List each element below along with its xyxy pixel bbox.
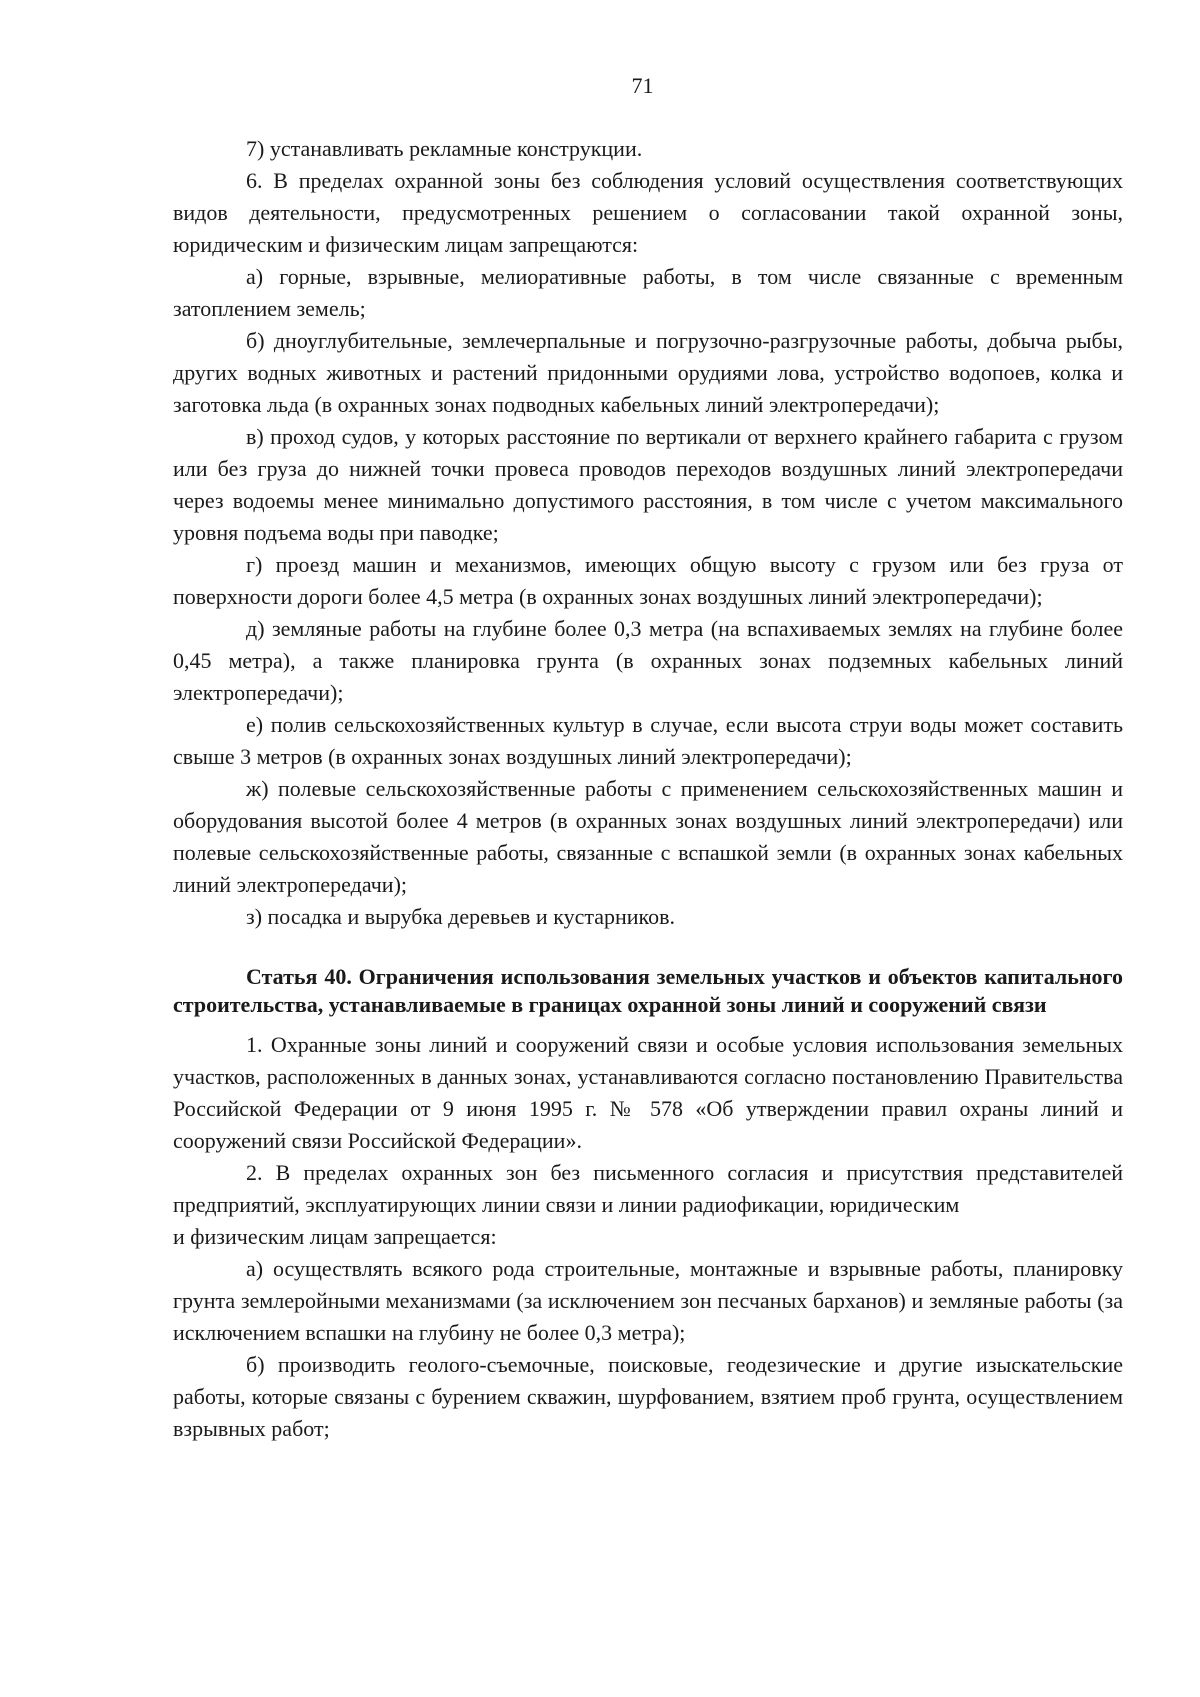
article-list-item-b: б) производить геолого-съемочные, поисковые, геодезические и другие изыскательские работы, которые связаны с бурением скважин, шурфованием, взятием проб грунта, осуществлением взрывных работ;: [173, 1352, 1123, 1441]
list-item-e: е) полив сельскохозяйственных культур в случае, если высота струи воды может составить свыше 3 метров (в охранных зонах воздушных линий электропередачи);: [173, 712, 1123, 769]
article-paragraph-1: 1. Охранные зоны линий и сооружений связи и особые условия использования земельных участков, расположенных в данных зонах, устанавливаются согласно постановлению Правительства Российской Федерации от 9 июня 1995 г. № 578 «Об утверждении правил охраны линий и сооружений связи Российской Федерации».: [173, 1032, 1123, 1153]
paragraph-6: 6. В пределах охранной зоны без соблюдения условий осуществления соответствующих видов деятельности, предусмотренных решением о согласовании такой охранной зоны, юридическим и физическим лицам запрещаются:: [173, 168, 1123, 257]
page-number: 71: [631, 73, 654, 98]
article-heading: Статья 40. Ограничения использования земельных участков и объектов капитального строительства, устанавливаемые в границах охранной зоны линий и сооружений связи: [173, 964, 1123, 1017]
list-item-z: з) посадка и вырубка деревьев и кустарников.: [246, 904, 675, 929]
document-body: [173, 133, 1123, 1445]
list-item-a: а) горные, взрывные, мелиоративные работы, в том числе связанные с временным затоплением земель;: [173, 264, 1123, 321]
list-item-zh: ж) полевые сельскохозяйственные работы с применением сельскохозяйственных машин и оборудования высотой более 4 метров (в охранных зонах воздушных линий электропередачи) или полевые сельскохозяйственные работы, связанные с вспашкой земли (в охранных зонах кабельных линий электропередачи);: [173, 776, 1123, 897]
list-item-v: в) проход судов, у которых расстояние по вертикали от верхнего крайнего габарита с грузом или без груза до нижней точки провеса проводов переходов воздушных линий электропередачи через водоемы менее минимально допустимого расстояния, в том числе с учетом максимального уровня подъема воды при паводке;: [173, 424, 1123, 545]
list-item-d: д) земляные работы на глубине более 0,3 метра (на вспахиваемых землях на глубине более 0,45 метра), а также планировка грунта (в охранных зонах подземных кабельных линий электропередачи);: [173, 616, 1123, 705]
article-paragraph-2: 2. В пределах охранных зон без письменного согласия и присутствия представителей предприятий, эксплуатирующих линии связи и линии радиофикации, юридическим: [173, 1160, 1123, 1217]
article-paragraph-2-continuation: и физическим лицам запрещается:: [173, 1224, 497, 1249]
article-list-item-a: а) осуществлять всякого рода строительные, монтажные и взрывные работы, планировку грунта землеройными механизмами (за исключением зон песчаных барханов) и земляные работы (за исключением вспашки на глубину не более 0,3 метра);: [173, 1256, 1123, 1345]
list-item-b: б) дноуглубительные, землечерпальные и погрузочно-разгрузочные работы, добыча рыбы, других водных животных и растений придонными орудиями лова, устройство водопоев, колка и заготовка льда (в охранных зонах подводных кабельных линий электропередачи);: [173, 328, 1123, 417]
list-item-g: г) проезд машин и механизмов, имеющих общую высоту с грузом или без груза от поверхности дороги более 4,5 метра (в охранных зонах воздушных линий электропередачи);: [173, 552, 1123, 609]
list-item-7: 7) устанавливать рекламные конструкции.: [246, 136, 643, 161]
